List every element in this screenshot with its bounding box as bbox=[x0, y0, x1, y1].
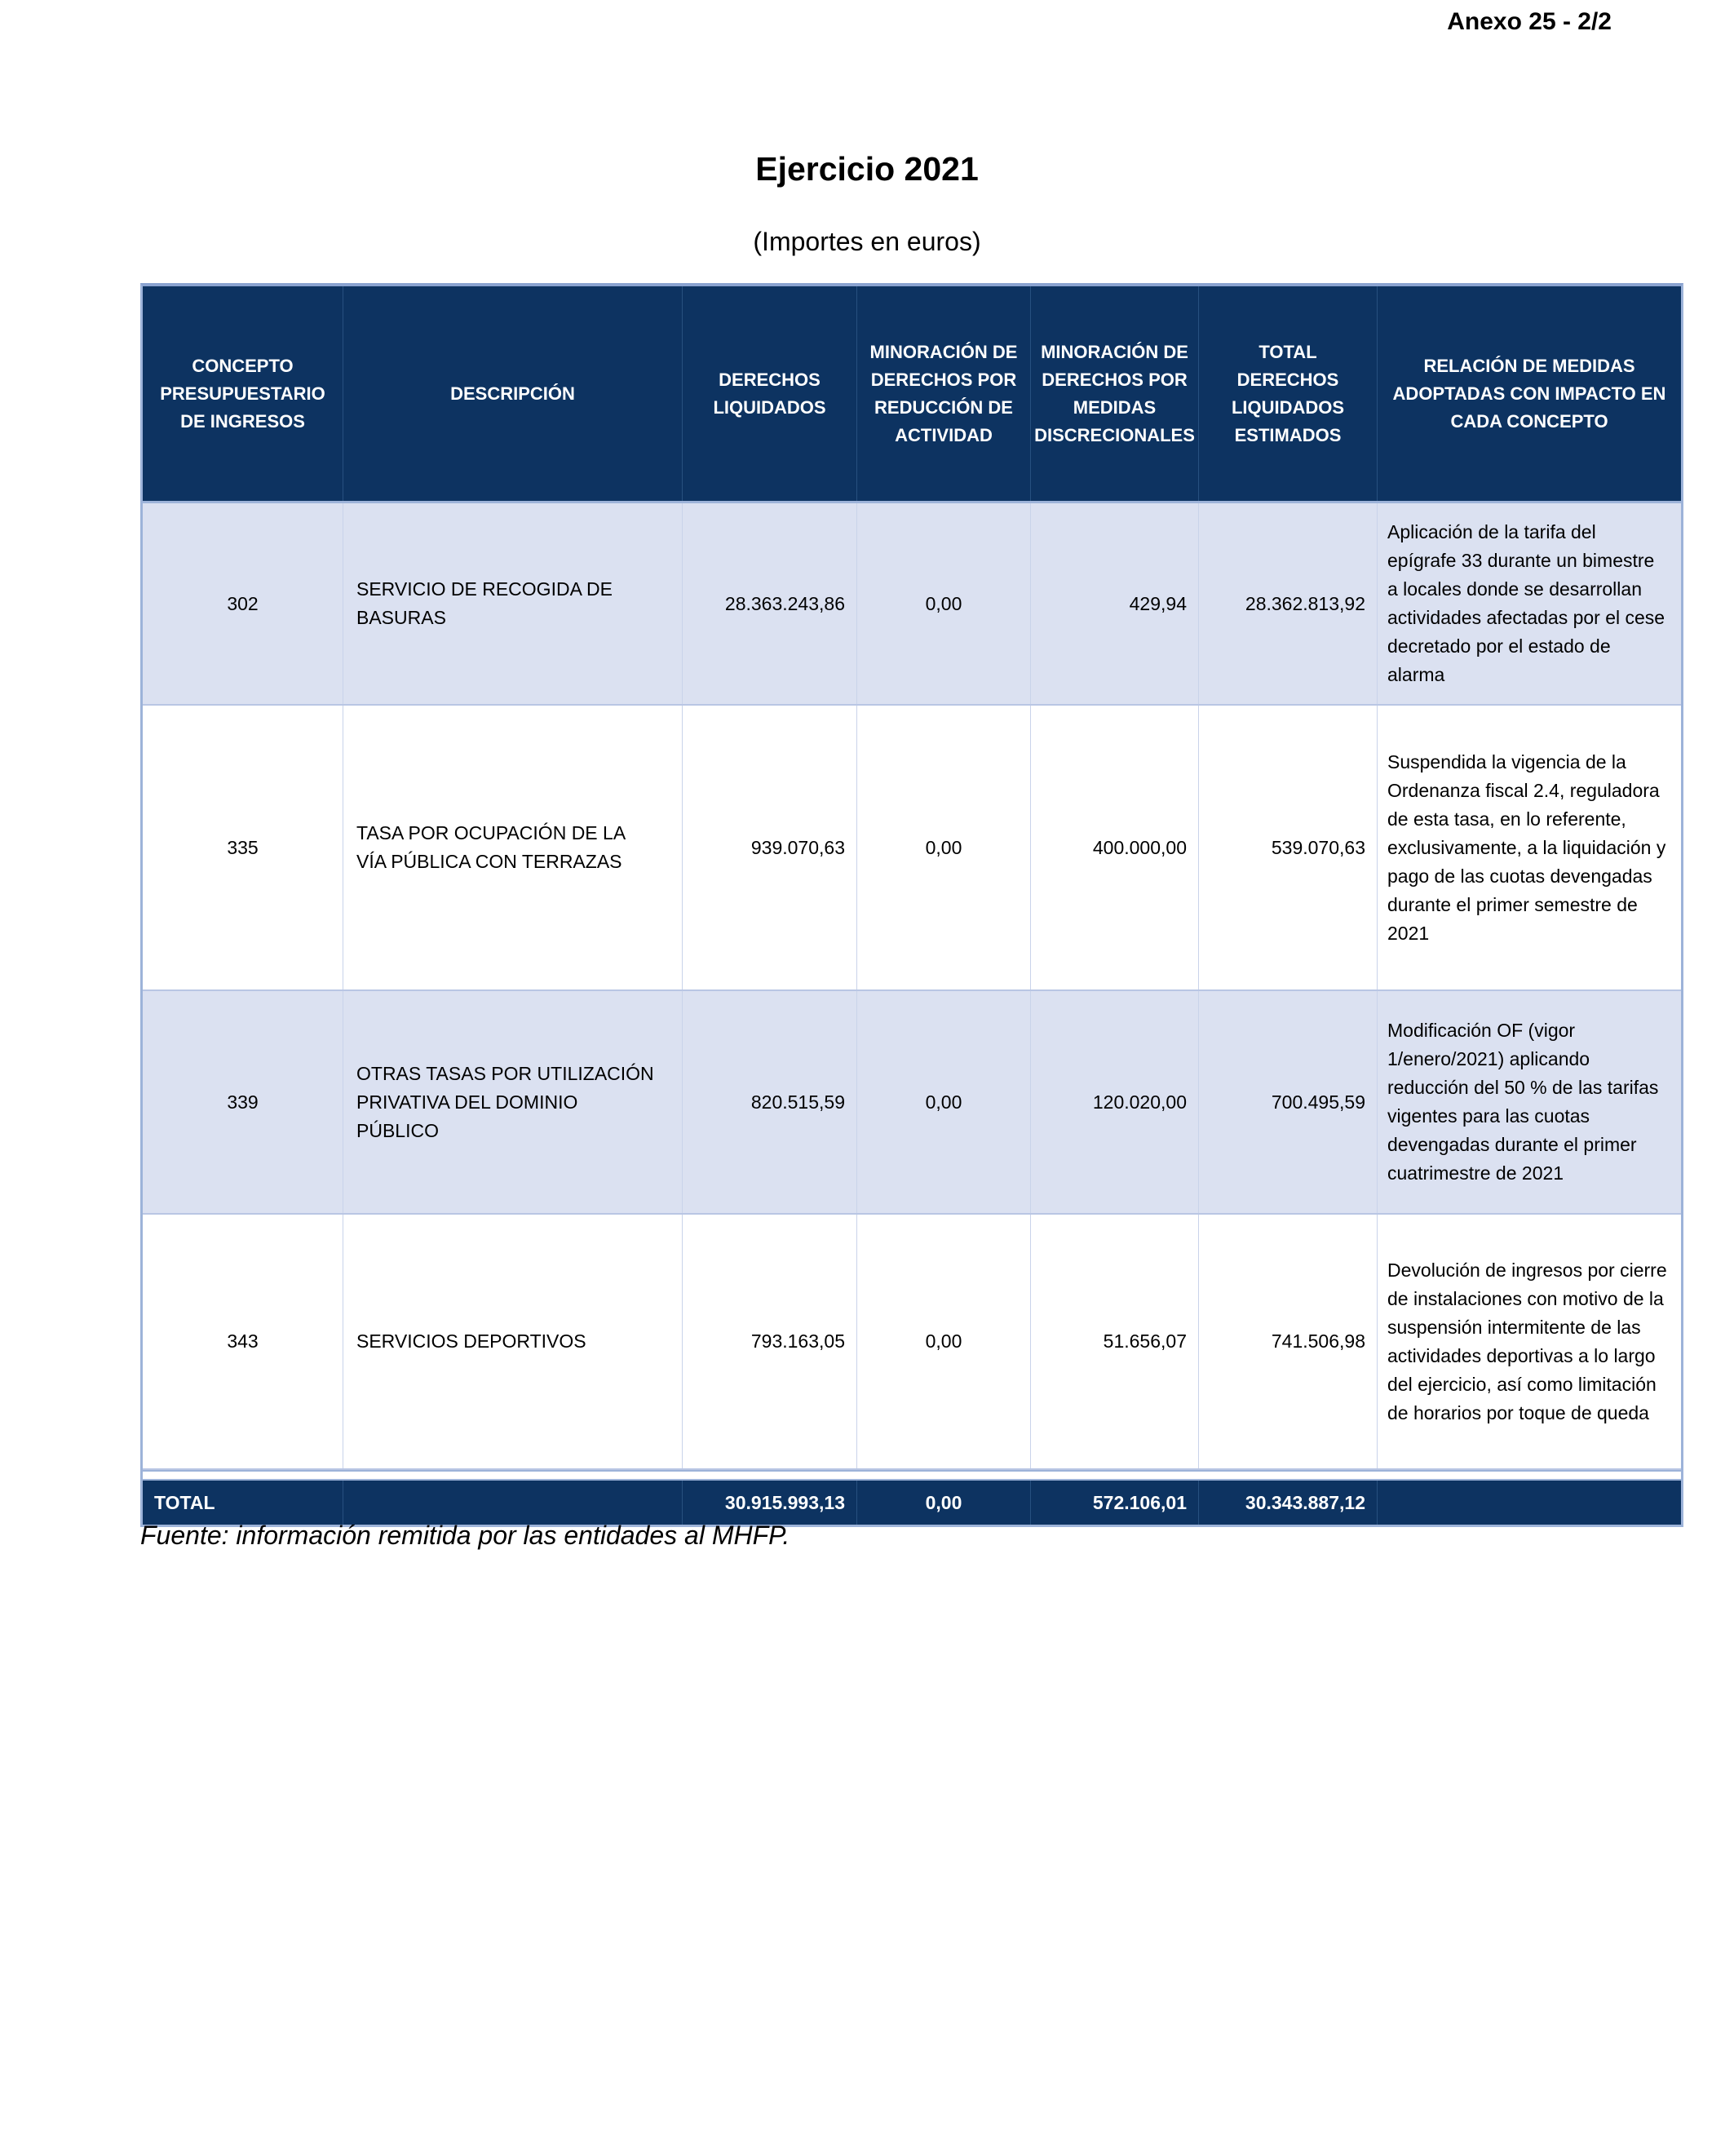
total-minoracion-discrecionales: 572.106,01 bbox=[1031, 1481, 1199, 1525]
column-header-descripcion: DESCRIPCIÓN bbox=[343, 286, 683, 501]
cell-derechos-liquidados: 793.163,05 bbox=[683, 1215, 857, 1468]
table-divider bbox=[143, 1470, 1681, 1481]
source-note: Fuente: información remitida por las entidades al MHFP. bbox=[140, 1521, 790, 1550]
cell-descripcion: SERVICIOS DEPORTIVOS bbox=[343, 1215, 683, 1468]
cell-total-estimados: 539.070,63 bbox=[1199, 706, 1378, 989]
cell-minoracion-discrecionales: 120.020,00 bbox=[1031, 991, 1199, 1213]
cell-medidas: Aplicación de la tarifa del epígrafe 33 durante un bimestre a locales donde se desarrollan actividades afectadas por el cese decretado por el estado de alarma bbox=[1387, 521, 1665, 685]
cell-concepto: 335 bbox=[143, 706, 343, 989]
cell-medidas: Modificación OF (vigor 1/enero/2021) aplicando reducción del 50 % de las tarifas vigentes para las cuotas devengadas durante el primer cuatrimestre de 2021 bbox=[1387, 1020, 1659, 1184]
cell-medidas: Suspendida la vigencia de la Ordenanza fiscal 2.4, reguladora de esta tasa, en lo referente, exclusivamente, a la liquidación y pago de las cuotas devengadas durante el primer semestre de 2021 bbox=[1387, 750, 1666, 944]
cell-minoracion-discrecionales: 429,94 bbox=[1031, 503, 1199, 704]
cell-medidas: Devolución de ingresos por cierre de instalaciones con motivo de la suspensión intermitente de las actividades deportivas a lo largo del ejercicio, así como limitación de horarios por toque de queda bbox=[1387, 1259, 1667, 1423]
cell-minoracion-discrecionales: 51.656,07 bbox=[1031, 1215, 1199, 1468]
cell-minoracion-discrecionales: 400.000,00 bbox=[1031, 706, 1199, 989]
total-medidas-empty bbox=[1378, 1481, 1681, 1525]
cell-concepto: 339 bbox=[143, 991, 343, 1213]
total-total-estimados: 30.343.887,12 bbox=[1199, 1481, 1378, 1525]
cell-minoracion-reduccion: 0,00 bbox=[857, 991, 1031, 1213]
table-row-335 bbox=[143, 706, 1681, 991]
column-header-medidas: RELACIÓN DE MEDIDAS ADOPTADAS CON IMPACTO EN CADA CONCEPTO bbox=[1392, 355, 1666, 432]
page-title: Ejercicio 2021 bbox=[755, 150, 979, 188]
total-minoracion-reduccion: 0,00 bbox=[857, 1481, 1031, 1525]
cell-concepto: 302 bbox=[143, 503, 343, 704]
table-row-302 bbox=[143, 503, 1681, 706]
cell-descripcion: OTRAS TASAS POR UTILIZACIÓN PRIVATIVA DEL DOMINIO PÚBLICO bbox=[343, 991, 683, 1213]
table-row-343 bbox=[143, 1215, 1681, 1470]
cell-concepto: 343 bbox=[143, 1215, 343, 1468]
total-derechos-liquidados: 30.915.993,13 bbox=[683, 1481, 857, 1525]
column-header-total-estimados: TOTAL DERECHOS LIQUIDADOS ESTIMADOS bbox=[1199, 286, 1378, 501]
table-row-339 bbox=[143, 991, 1681, 1215]
cell-total-estimados: 700.495,59 bbox=[1199, 991, 1378, 1213]
table-header-row bbox=[143, 286, 1681, 503]
column-header-minoracion-reduccion: MINORACIÓN DE DERECHOS POR REDUCCIÓN DE ACTIVIDAD bbox=[857, 286, 1031, 501]
column-header-derechos-liquidados: DERECHOS LIQUIDADOS bbox=[683, 286, 857, 501]
annex-label: Anexo 25 - 2/2 bbox=[1447, 8, 1612, 35]
cell-derechos-liquidados: 28.363.243,86 bbox=[683, 503, 857, 704]
column-header-minoracion-discrecionales: MINORACIÓN DE DERECHOS POR MEDIDAS DISCRECIONALES bbox=[1031, 286, 1199, 501]
page-subtitle: (Importes en euros) bbox=[753, 227, 981, 256]
cell-derechos-liquidados: 939.070,63 bbox=[683, 706, 857, 989]
cell-minoracion-reduccion: 0,00 bbox=[857, 503, 1031, 704]
cell-minoracion-reduccion: 0,00 bbox=[857, 1215, 1031, 1468]
cell-derechos-liquidados: 820.515,59 bbox=[683, 991, 857, 1213]
cell-descripcion: TASA POR OCUPACIÓN DE LA VÍA PÚBLICA CON TERRAZAS bbox=[343, 706, 683, 989]
table-total-row bbox=[143, 1481, 1681, 1525]
budget-table bbox=[140, 283, 1683, 1527]
cell-minoracion-reduccion: 0,00 bbox=[857, 706, 1031, 989]
cell-total-estimados: 741.506,98 bbox=[1199, 1215, 1378, 1468]
column-header-concepto: CONCEPTO PRESUPUESTARIO DE INGRESOS bbox=[143, 286, 343, 501]
cell-total-estimados: 28.362.813,92 bbox=[1199, 503, 1378, 704]
cell-descripcion: SERVICIO DE RECOGIDA DE BASURAS bbox=[343, 503, 683, 704]
total-descripcion-empty bbox=[343, 1481, 683, 1525]
total-label: TOTAL bbox=[143, 1481, 343, 1525]
